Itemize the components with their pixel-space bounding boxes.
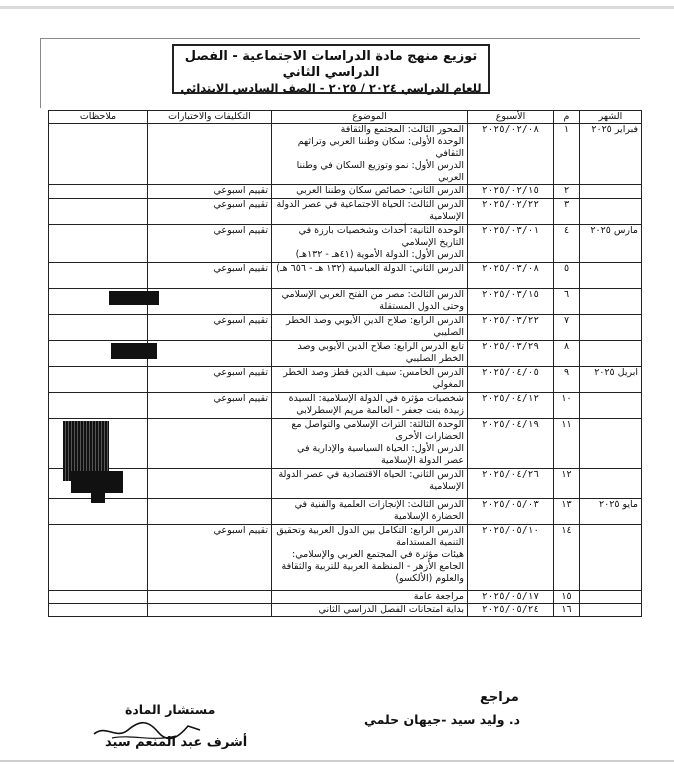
number-cell: ٧ xyxy=(554,315,580,341)
assignment-cell xyxy=(148,289,272,315)
week-date-cell: ٢٠٢٥/٠٢/٢٢ xyxy=(468,199,554,225)
month-cell xyxy=(580,289,642,315)
week-date-cell: ٢٠٢٥/٠٤/٢٦ xyxy=(468,469,554,499)
topic-cell xyxy=(272,124,468,185)
week-date-cell: ٢٠٢٥/٠٥/٠٣ xyxy=(468,499,554,525)
topic-cell xyxy=(272,604,468,617)
topic-line: الجامع الأزهر - المنظمة العربية للتربية والثقافة والعلوم (الألكسو) xyxy=(281,561,464,584)
table-row xyxy=(49,499,642,525)
table-row xyxy=(49,199,642,225)
notes-cell xyxy=(49,393,148,419)
table-row xyxy=(49,341,642,367)
month-cell xyxy=(580,393,642,419)
number-cell: ٣ xyxy=(554,199,580,225)
topic-cell xyxy=(272,185,468,199)
advisor-name: أشرف عبد المنعم سيد xyxy=(105,735,248,750)
assignment-cell: تقييم اسبوعي xyxy=(148,225,272,263)
notes-cell xyxy=(49,604,148,617)
notes-cell xyxy=(49,225,148,263)
month-cell xyxy=(580,419,642,469)
topic-cell xyxy=(272,341,468,367)
week-date-cell: ٢٠٢٥/٠٤/١٢ xyxy=(468,393,554,419)
assignment-cell xyxy=(148,419,272,469)
assignment-cell: تقييم اسبوعي xyxy=(148,393,272,419)
notes-cell xyxy=(49,315,148,341)
table-row xyxy=(49,367,642,393)
topic-cell xyxy=(272,289,468,315)
notes-cell xyxy=(49,341,148,367)
notes-cell xyxy=(49,591,148,604)
number-cell: ١٥ xyxy=(554,591,580,604)
page-top-rule xyxy=(40,38,640,39)
redaction-block xyxy=(111,343,157,359)
month-cell: فبراير ٢٠٢٥ xyxy=(580,124,642,185)
curriculum-distribution-table xyxy=(48,110,642,617)
header-topic: الموضوع xyxy=(272,111,468,124)
month-cell xyxy=(580,199,642,225)
topic-line: الدرس الثالث: الإنجازات العلمية والفنية في الحضارة الإسلامية xyxy=(294,499,464,522)
assignment-cell xyxy=(148,604,272,617)
assignment-cell xyxy=(148,124,272,185)
topic-line: الدرس الثالث: مصر من الفتح العربي الإسلامي وحتى الدول المستقلة xyxy=(281,289,464,312)
topic-line: الدرس الثالث: الحياة الاجتماعية في عصر الدولة الإسلامية xyxy=(276,199,464,222)
topic-cell xyxy=(272,315,468,341)
number-cell: ١ xyxy=(554,124,580,185)
topic-line: الوحدة الثانية: أحداث وشخصيات بارزة في التاريخ الإسلامي xyxy=(298,225,464,248)
week-date-cell: ٢٠٢٥/٠٣/١٥ xyxy=(468,289,554,315)
table-row xyxy=(49,185,642,199)
topic-line: الدرس الأول: الدولة الأموية (٤١هـ - ١٣٢هـ) xyxy=(295,249,464,260)
assignment-cell: تقييم اسبوعي xyxy=(148,199,272,225)
table-row xyxy=(49,525,642,591)
month-cell: ابريل ٢٠٢٥ xyxy=(580,367,642,393)
topic-cell xyxy=(272,225,468,263)
notes-cell xyxy=(49,419,148,469)
table-row xyxy=(49,419,642,469)
topic-cell xyxy=(272,367,468,393)
notes-cell xyxy=(49,499,148,525)
scan-band-bottom xyxy=(0,760,674,762)
number-cell: ٨ xyxy=(554,341,580,367)
week-date-cell: ٢٠٢٥/٠٤/١٩ xyxy=(468,419,554,469)
topic-line: الدرس الثاني: خصائص سكان وطننا العربي xyxy=(296,185,464,196)
document-subtitle: للعام الدراسي ٢٠٢٤ / ٢٠٢٥ - الصف السادس الابتدائي xyxy=(180,81,482,95)
week-date-cell: ٢٠٢٥/٠٢/١٥ xyxy=(468,185,554,199)
page-side-rule xyxy=(40,38,41,108)
assignment-cell xyxy=(148,591,272,604)
assignment-cell: تقييم اسبوعي xyxy=(148,315,272,341)
signature-scribble xyxy=(92,716,202,744)
number-cell: ١٣ xyxy=(554,499,580,525)
table-row xyxy=(49,225,642,263)
assignment-cell: تقييم اسبوعي xyxy=(148,263,272,289)
number-cell: ٦ xyxy=(554,289,580,315)
topic-line: الوحدة الأولى: سكان وطننا العربي وتراثهم الثقافي xyxy=(297,136,464,159)
month-cell: مارس ٢٠٢٥ xyxy=(580,225,642,263)
notes-cell xyxy=(49,289,148,315)
number-cell: ١٠ xyxy=(554,393,580,419)
table-row xyxy=(49,263,642,289)
topic-cell xyxy=(272,525,468,591)
week-date-cell: ٢٠٢٥/٠٣/٢٢ xyxy=(468,315,554,341)
header-week: الأسبوع xyxy=(468,111,554,124)
topic-cell xyxy=(272,263,468,289)
topic-cell xyxy=(272,469,468,499)
topic-line: الدرس الرابع: صلاح الدين الأيوبي وصد الخطر الصليبي xyxy=(286,315,464,338)
month-cell xyxy=(580,185,642,199)
week-date-cell: ٢٠٢٥/٠٣/٢٩ xyxy=(468,341,554,367)
month-cell: مايو ٢٠٢٥ xyxy=(580,499,642,525)
week-date-cell: ٢٠٢٥/٠٥/١٧ xyxy=(468,591,554,604)
number-cell: ٢ xyxy=(554,185,580,199)
number-cell: ١٦ xyxy=(554,604,580,617)
header-month: الشهر xyxy=(580,111,642,124)
month-cell xyxy=(580,263,642,289)
table-row xyxy=(49,315,642,341)
month-cell xyxy=(580,469,642,499)
assignment-cell xyxy=(148,469,272,499)
topic-line: بداية امتحانات الفصل الدراسي الثاني xyxy=(318,604,464,615)
topic-line: تابع الدرس الرابع: صلاح الدين الأيوبي وصد الخطر الصليبي xyxy=(297,341,464,364)
assignment-cell xyxy=(148,499,272,525)
topic-cell xyxy=(272,499,468,525)
week-date-cell: ٢٠٢٥/٠٤/٠٥ xyxy=(468,367,554,393)
notes-cell xyxy=(49,263,148,289)
number-cell: ٥ xyxy=(554,263,580,289)
notes-cell xyxy=(49,199,148,225)
notes-cell xyxy=(49,469,148,499)
notes-cell xyxy=(49,367,148,393)
month-cell xyxy=(580,604,642,617)
table-row xyxy=(49,393,642,419)
week-date-cell: ٢٠٢٥/٠٣/٠١ xyxy=(468,225,554,263)
week-date-cell: ٢٠٢٥/٠٥/١٠ xyxy=(468,525,554,591)
table-row xyxy=(49,469,642,499)
topic-line: الدرس الثاني: الحياة الاقتصادية في عصر الدولة الإسلامية xyxy=(278,469,464,492)
number-cell: ١٤ xyxy=(554,525,580,591)
notes-cell xyxy=(49,525,148,591)
assignment-cell: تقييم اسبوعي xyxy=(148,367,272,393)
month-cell xyxy=(580,525,642,591)
redaction-block xyxy=(109,291,159,305)
topic-line: المحور الثالث: المجتمع والثقافة xyxy=(340,124,464,135)
month-cell xyxy=(580,591,642,604)
table-row xyxy=(49,289,642,315)
table-header-row xyxy=(49,111,642,124)
month-cell xyxy=(580,341,642,367)
topic-line: الدرس الأول: الحياة السياسية والإدارية في عصر الدولة الإسلامية xyxy=(297,443,464,466)
header-notes: ملاحظات xyxy=(49,111,148,124)
document-title-box xyxy=(172,44,490,94)
topic-cell xyxy=(272,393,468,419)
table-row xyxy=(49,124,642,185)
topic-line: الدرس الرابع: التكامل بين الدول العربية وتحقيق التنمية المستدامة xyxy=(276,525,464,548)
topic-line: الدرس الخامس: سيف الدين قطز وصد الخطر المغولي xyxy=(283,367,464,390)
week-date-cell: ٢٠٢٥/٠٥/٢٤ xyxy=(468,604,554,617)
number-cell: ٤ xyxy=(554,225,580,263)
assignment-cell: تقييم اسبوعي xyxy=(148,525,272,591)
reviewers-label: مراجع xyxy=(480,690,519,705)
topic-line: الوحدة الثالثة: التراث الإسلامي والتواصل مع الحضارات الأخرى xyxy=(291,419,464,442)
table-row xyxy=(49,591,642,604)
assignment-cell xyxy=(148,341,272,367)
number-cell: ١٢ xyxy=(554,469,580,499)
topic-cell xyxy=(272,591,468,604)
assignment-cell: تقييم اسبوعي xyxy=(148,185,272,199)
notes-cell xyxy=(49,124,148,185)
number-cell: ١١ xyxy=(554,419,580,469)
topic-line: هيئات مؤثرة في المجتمع العربي والإسلامي: xyxy=(292,549,464,560)
document-title: توزيع منهج مادة الدراسات الاجتماعية - الفصل الدراسي الثاني xyxy=(184,49,478,80)
scan-band-top xyxy=(0,6,674,9)
notes-cell xyxy=(49,185,148,199)
reviewers-names: د. وليد سيد -جيهان حلمي xyxy=(364,712,521,727)
topic-cell xyxy=(272,419,468,469)
topic-cell xyxy=(272,199,468,225)
month-cell xyxy=(580,315,642,341)
topic-line: الدرس الأول: نمو وتوزيع السكان في وطننا العربي xyxy=(296,160,464,183)
number-cell: ٩ xyxy=(554,367,580,393)
week-date-cell: ٢٠٢٥/٠٢/٠٨ xyxy=(468,124,554,185)
header-assignments: التكليفات والاختبارات xyxy=(148,111,272,124)
table-row xyxy=(49,604,642,617)
topic-line: مراجعة عامة xyxy=(413,591,464,602)
advisor-label: مستشار المادة xyxy=(125,702,216,717)
week-date-cell: ٢٠٢٥/٠٣/٠٨ xyxy=(468,263,554,289)
header-number: م xyxy=(554,111,580,124)
topic-line: الدرس الثاني: الدولة العباسية (١٣٢ هـ - ٦٥٦ هـ) xyxy=(276,263,464,274)
topic-line: شخصيات مؤثرة في الدولة الإسلامية: السيدة زبيدة بنت جعفر - العالمة مريم الإسطرلابي xyxy=(288,393,464,416)
